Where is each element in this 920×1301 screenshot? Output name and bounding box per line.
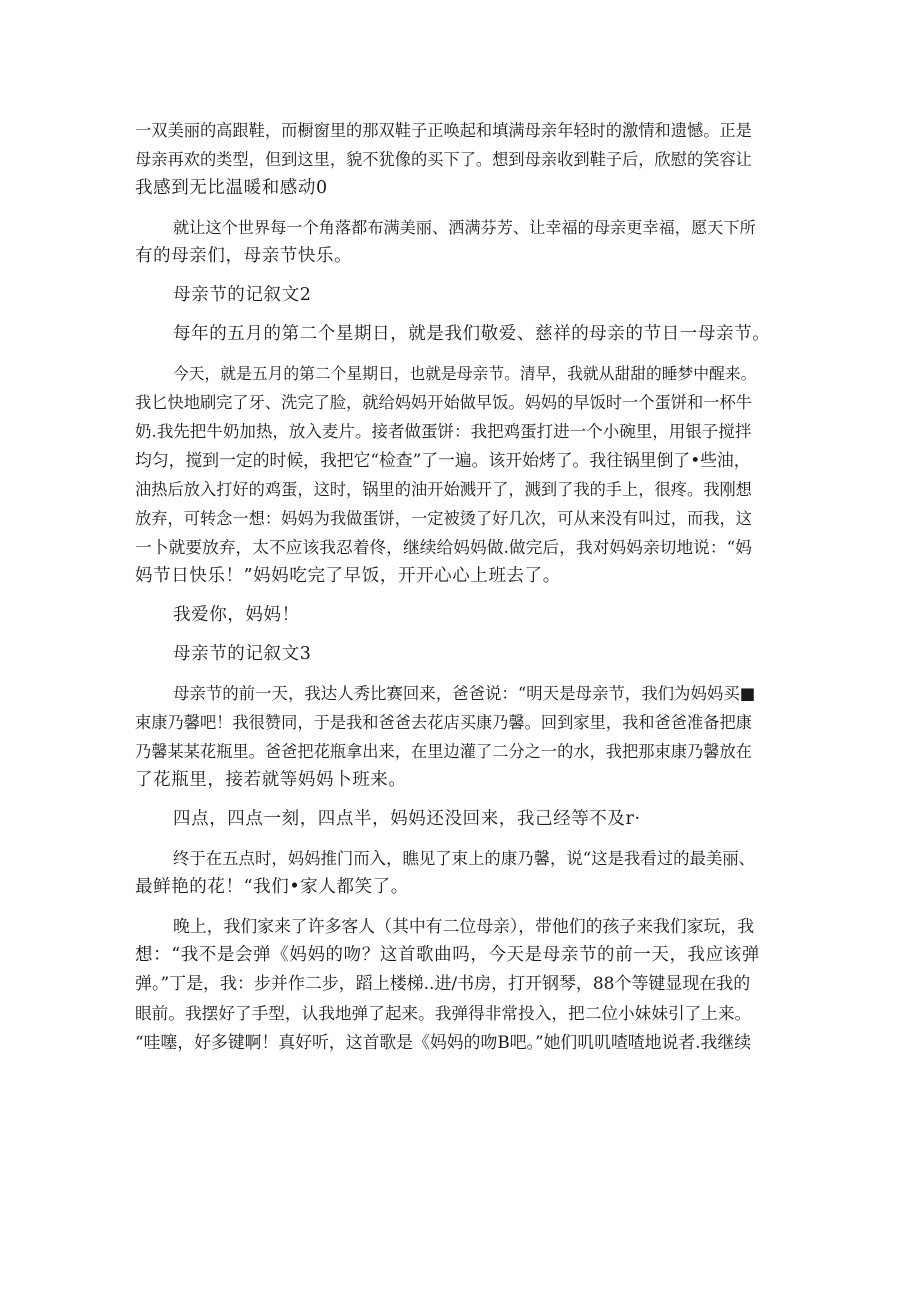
text-line: 一双美丽的高跟鞋，而橱窗里的那双鞋子正唤起和填满母亲年轻时的激情和遗憾。正是: [135, 121, 752, 140]
text-line: 我爱你，妈妈！: [173, 605, 300, 625]
text-line: 四点，四点一刻，四点半，妈妈还没回来，我己经等不及r·: [173, 809, 641, 829]
text-line: 一卜就要放弃，太不应该我忍着佟，继续给妈妈做.做完后，我对妈妈亲切地说：“妈: [135, 537, 752, 557]
text-line: 均匀，搅到一定的时候，我把它“检查”了一遍。该开始烤了。我往锅里倒了•些油，: [135, 450, 751, 470]
text-line: 今天，就是五月的第二个星期日，也就是母亲节。清早，我就从甜甜的睡梦中醒来。: [173, 364, 757, 383]
text-line: 弹。”丁是，我：步并作二步，蹈上楼梯..进/书房，打开钢琴，88个等键显现在我的: [135, 974, 751, 994]
text-line: 最鲜艳的花！“我们•家人都笑了。: [135, 877, 409, 897]
text-line: “哇噻，好多键啊！真好听，这首歌是《妈妈的吻B吧。”她们叽叽喳喳地说者.我继续: [135, 1032, 752, 1052]
text-line: 油热后放入打好的鸡蛋，这时，锅里的油开始溅开了，溅到了我的手上，很疼。我刚想: [135, 480, 752, 499]
section-heading: 母亲节的记叙文2: [173, 285, 312, 305]
text-line: 每年的五月的第二个星期日，就是我们敬爱、慈祥的母亲的节日一母亲节。: [173, 324, 771, 344]
text-line: 有的母亲们，母亲节快乐。: [135, 246, 353, 266]
section-heading: 母亲节的记叙文3: [173, 644, 312, 664]
text-line: 乃馨某某花瓶里。爸爸把花瓶拿出来，在里边灌了二分之一的水，我把那束康乃馨放在: [135, 742, 752, 761]
text-line: 了花瓶里，接若就等妈妈卜班来。: [135, 770, 407, 790]
text-line: 我感到无比温暖和感动0: [135, 178, 328, 198]
text-line: 妈节日快乐！”妈妈吃完了早饭，开开心心上班去了。: [135, 566, 561, 586]
text-line: 就让这个世界每一个角落都布满美丽、洒满芬芳、让幸福的母亲更幸福，愿天下所: [173, 218, 756, 237]
text-line: 母亲再欢的类型，但到这里，貌不犹像的买下了。想到母亲收到鞋子后，欣慰的笑容让: [135, 150, 752, 169]
text-line: 我匕快地刷完了牙、洗完了脸，就给妈妈开始做早饭。妈妈的早饭时一个蛋饼和一杯牛: [135, 393, 752, 412]
text-line: 放弃，可转念一想：妈妈为我做蛋饼，一定被烫了好几次，可从来没有叫过，而我，这: [135, 509, 752, 528]
text-line: 想：“我不是会弹《妈妈的吻？这首歌曲吗，今天是母亲节的前一天，我应该弹: [135, 945, 760, 965]
text-line: 晚上，我们家来了许多客人（其中有二位母亲），带他们的孩子来我们家玩，我: [173, 916, 755, 936]
text-line: 终于在五点时，妈妈推门而入，瞧见了束上的康乃馨，说“这是我看过的最美丽、: [173, 849, 756, 868]
document-body: [135, 116, 780, 1057]
text-line: 眼前。我摆好了手型，认我地弹了起来。我弹得非常投入，把二位小妹妹引了上来。: [135, 1004, 752, 1023]
text-line: 束康乃馨吧！我很赞同，于是我和爸爸去花店买康乃馨。回到家里，我和爸爸准备把康: [135, 713, 752, 732]
text-line: 奶.我先把牛奶加热，放入麦片。接者做蛋饼：我把鸡蛋打进一个小碗里，用银子搅拌: [135, 422, 752, 441]
text-line: 母亲节的前一天，我达人秀比赛回来，爸爸说：“明天是母亲节，我们为妈妈买■: [173, 684, 756, 703]
